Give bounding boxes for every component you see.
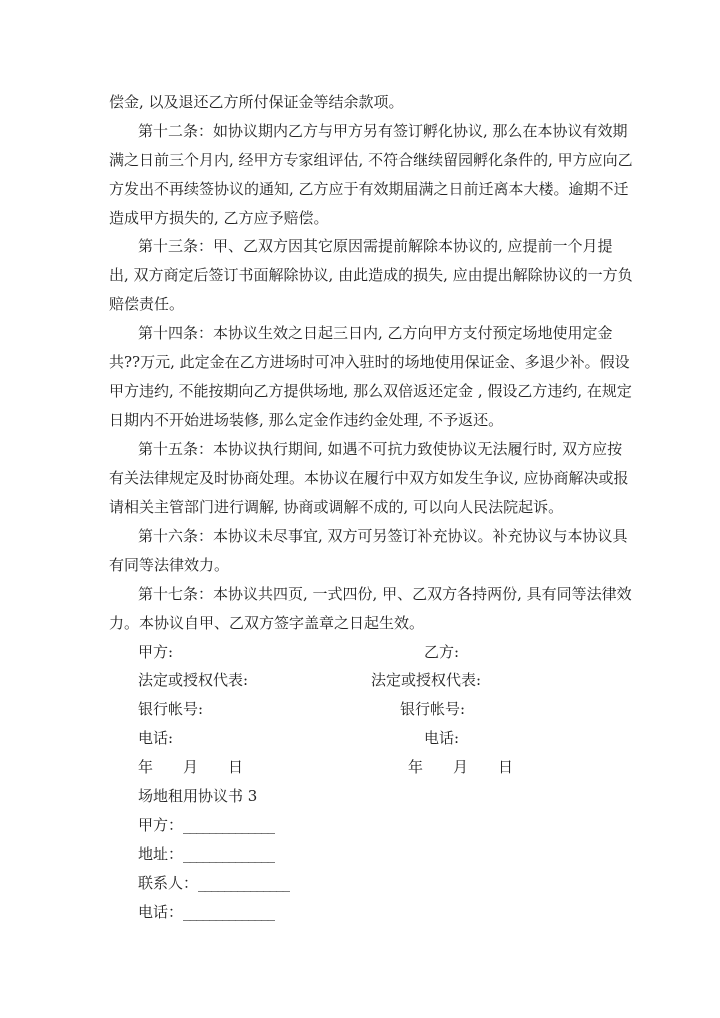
clause-14-line: 甲方违约, 不能按期向乙方提供场地, 那么双倍返还定金 , 假设乙方违约, 在规定 xyxy=(109,382,632,400)
date-a-label: 年 月 日 xyxy=(138,758,244,776)
clause-14-line: 第十四条：本协议生效之日起三日内, 乙方向甲方支付预定场地使用定金 xyxy=(138,324,613,342)
form-label: 联系人： xyxy=(138,874,199,892)
clause-12-line: 满之日前三个月内, 经甲方专家组评估, 不符合继续留园孵化条件的, 甲方应向乙 xyxy=(109,151,633,169)
party-a-label: 甲方: xyxy=(138,643,174,661)
bank-b-label: 银行帐号: xyxy=(400,700,466,718)
fill-in-blank: ______________ xyxy=(183,903,275,921)
clause-17-line: 第十七条：本协议共四页, 一式四份, 甲、乙双方各持两份, 具有同等法律效 xyxy=(138,585,632,603)
clause-12-line: 第十二条：如协议期内乙方与甲方另有签订孵化协议, 那么在本协议有效期 xyxy=(138,122,628,140)
form-row-address xyxy=(138,844,274,864)
clause-13-line: 赔偿责任。 xyxy=(109,295,185,313)
clause-14-line: 日期内不开始进场装修, 那么定金作违约金处理, 不予返还。 xyxy=(109,411,504,429)
clause-17-line: 力。本协议自甲、乙双方签字盖章之日起生效。 xyxy=(109,614,425,632)
phone-b-label: 电话: xyxy=(424,729,460,747)
clause-15-line: 请相关主管部门进行调解, 协商或调解不成的, 可以向人民法院起诉。 xyxy=(109,498,564,516)
bank-a-label: 银行帐号: xyxy=(138,700,204,718)
form-row-contact xyxy=(138,873,289,893)
clause-13-line: 第十三条：甲、乙双方因其它原因需提前解除本协议的, 应提前一个月提 xyxy=(138,237,613,255)
clause-16-line: 有同等法律效力。 xyxy=(109,556,230,574)
date-b-label: 年 月 日 xyxy=(408,758,514,776)
fill-in-blank: ______________ xyxy=(183,845,275,863)
phone-a-label: 电话: xyxy=(138,729,174,747)
clause-13-line: 出, 双方商定后签订书面解除协议, 由此造成的损失, 应由提出解除协议的一方负 xyxy=(109,266,633,284)
fill-in-blank: ______________ xyxy=(183,816,275,834)
clause-16-line: 第十六条：本协议未尽事宜, 双方可另签订补充协议。补充协议与本协议具 xyxy=(138,527,628,545)
clause-14-line: 共??万元, 此定金在乙方进场时可冲入驻时的场地使用保证金、多退少补。假设 xyxy=(109,353,630,371)
next-document-title: 场地租用协议书 3 xyxy=(138,787,258,805)
party-b-label: 乙方: xyxy=(424,643,460,661)
rep-b-label: 法定或授权代表: xyxy=(371,671,482,689)
form-row-phone xyxy=(138,902,274,922)
form-label: 地址： xyxy=(138,845,184,863)
clause-12-line: 造成甲方损失的, 乙方应予赔偿。 xyxy=(109,209,329,227)
fill-in-blank: ______________ xyxy=(198,874,290,892)
form-row-party-a xyxy=(138,815,274,835)
clause-15-line: 有关法律规定及时协商处理。本协议在履行中双方如发生争议, 应协商解决或报 xyxy=(109,469,629,487)
paragraph-line: 偿金, 以及退还乙方所付保证金等结余款项。 xyxy=(109,93,404,111)
form-label: 电话： xyxy=(138,903,184,921)
clause-12-line: 方发出不再续签协议的通知, 乙方应于有效期届满之日前迁离本大楼。逾期不迁 xyxy=(109,180,629,198)
rep-a-label: 法定或授权代表: xyxy=(138,671,249,689)
clause-15-line: 第十五条：本协议执行期间, 如遇不可抗力致使协议无法履行时, 双方应按 xyxy=(138,440,623,458)
form-label: 甲方： xyxy=(138,816,184,834)
